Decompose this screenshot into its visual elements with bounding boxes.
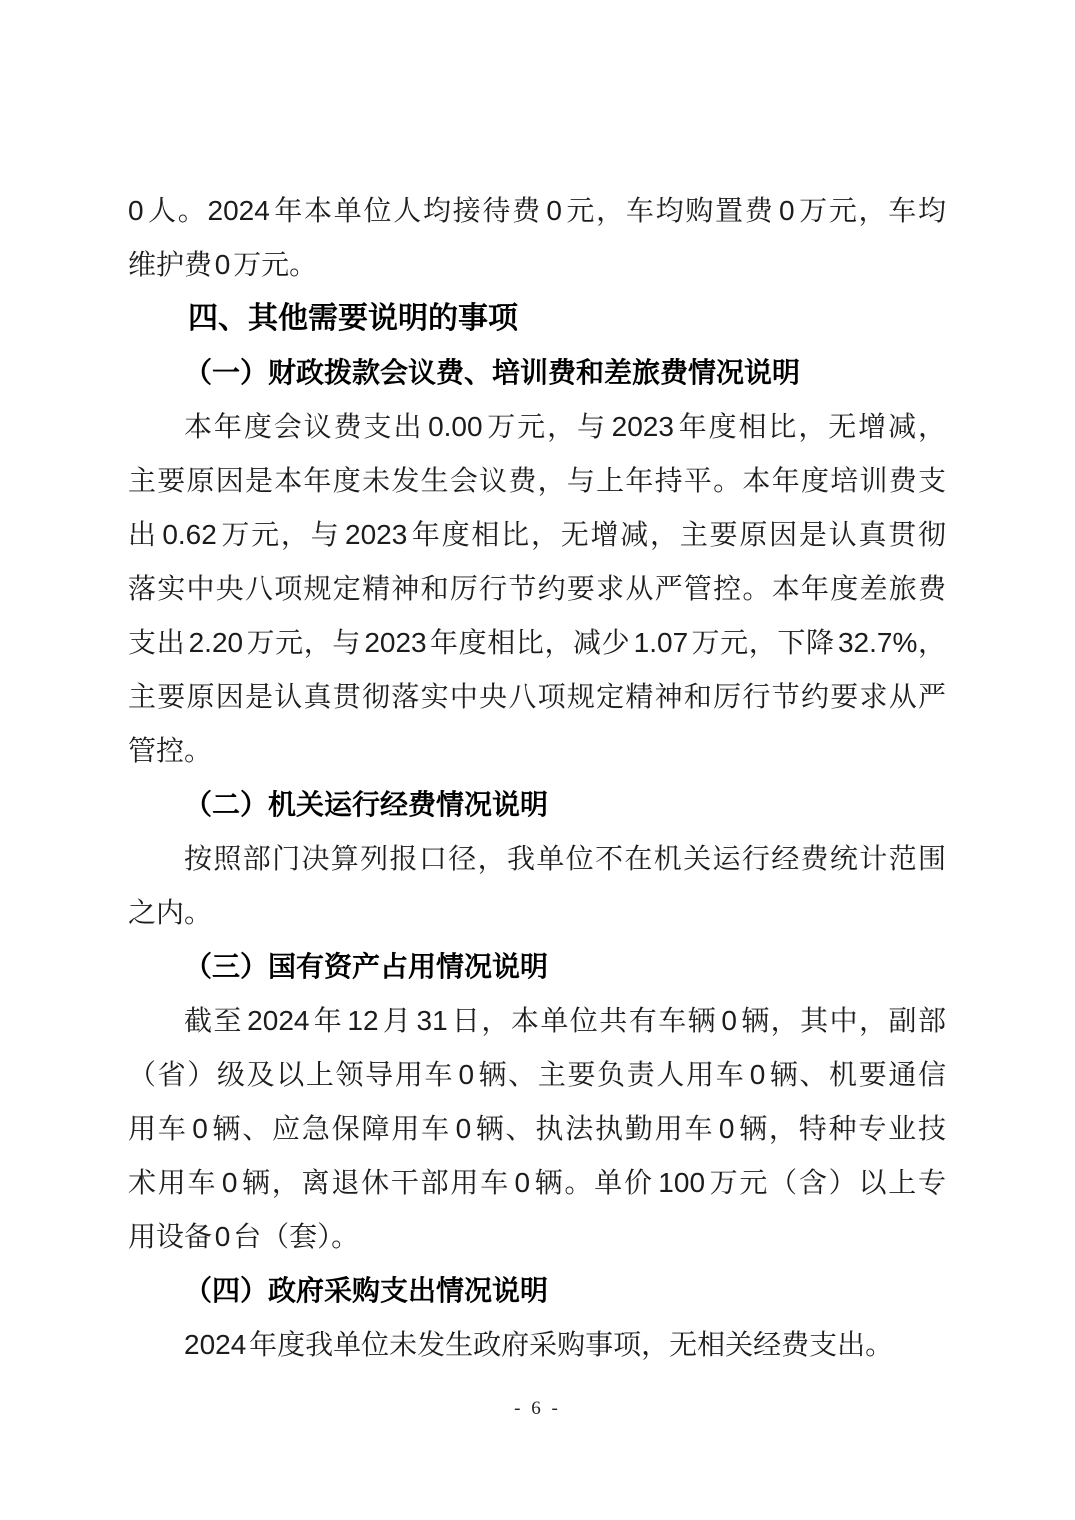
subsection-heading-4-1: （一）财政拨款会议费、培训费和差旅费情况说明 <box>184 357 801 388</box>
body-text-line-carryover-2: 维护费 0 万元。 <box>128 249 318 280</box>
body-text-line: 出 0.62 万元，与 2023 年度相比，无增减，主要原因是认真贯彻 <box>128 519 946 550</box>
body-text-line: 主要原因是认真贯彻落实中央八项规定精神和厉行节约要求从严 <box>128 681 946 712</box>
subsection-heading-4-4: （四）政府采购支出情况说明 <box>184 1275 549 1306</box>
subsection-heading-4-2: （二）机关运行经费情况说明 <box>184 789 549 820</box>
body-text-line: 管控。 <box>128 735 213 766</box>
subsection-heading-4-3: （三）国有资产占用情况说明 <box>184 951 549 982</box>
body-text-line: 主要原因是本年度未发生会议费，与上年持平。本年度培训费支 <box>128 465 946 496</box>
body-text-line: （省）级及以上领导用车 0 辆、主要负责人用车 0 辆、机要通信 <box>128 1059 946 1090</box>
body-text-line: 落实中央八项规定精神和厉行节约要求从严管控。本年度差旅费 <box>128 573 946 604</box>
page-number: - 6 - <box>514 1398 561 1419</box>
section-heading-4: 四、其他需要说明的事项 <box>188 302 518 335</box>
body-text-line: 之内。 <box>128 897 213 928</box>
body-text-line: 术用车 0 辆，离退休干部用车 0 辆。单价 100 万元（含）以上专 <box>128 1167 946 1198</box>
body-text-line: 支出 2.20 万元，与 2023 年度相比，减少 1.07 万元，下降 32.7%， <box>128 627 946 658</box>
body-text-line: 截至 2024 年 12 月 31 日，本单位共有车辆 0 辆，其中，副部 <box>184 1005 946 1036</box>
body-text-line: 用设备 0 台（套）。 <box>128 1221 360 1252</box>
body-text-line: 2024 年度我单位未发生政府采购事项，无相关经费支出。 <box>184 1329 894 1360</box>
body-text-line: 用车 0 辆、应急保障用车 0 辆、执法执勤用车 0 辆，特种专业技 <box>128 1113 946 1144</box>
body-text-line-carryover-1: 0 人。2024 年本单位人均接待费 0 元，车均购置费 0 万元，车均 <box>128 195 946 226</box>
body-text-line: 本年度会议费支出 0.00 万元，与 2023 年度相比，无增减， <box>184 411 946 442</box>
body-text-line: 按照部门决算列报口径，我单位不在机关运行经费统计范围 <box>184 843 946 874</box>
document-body <box>128 184 946 1372</box>
